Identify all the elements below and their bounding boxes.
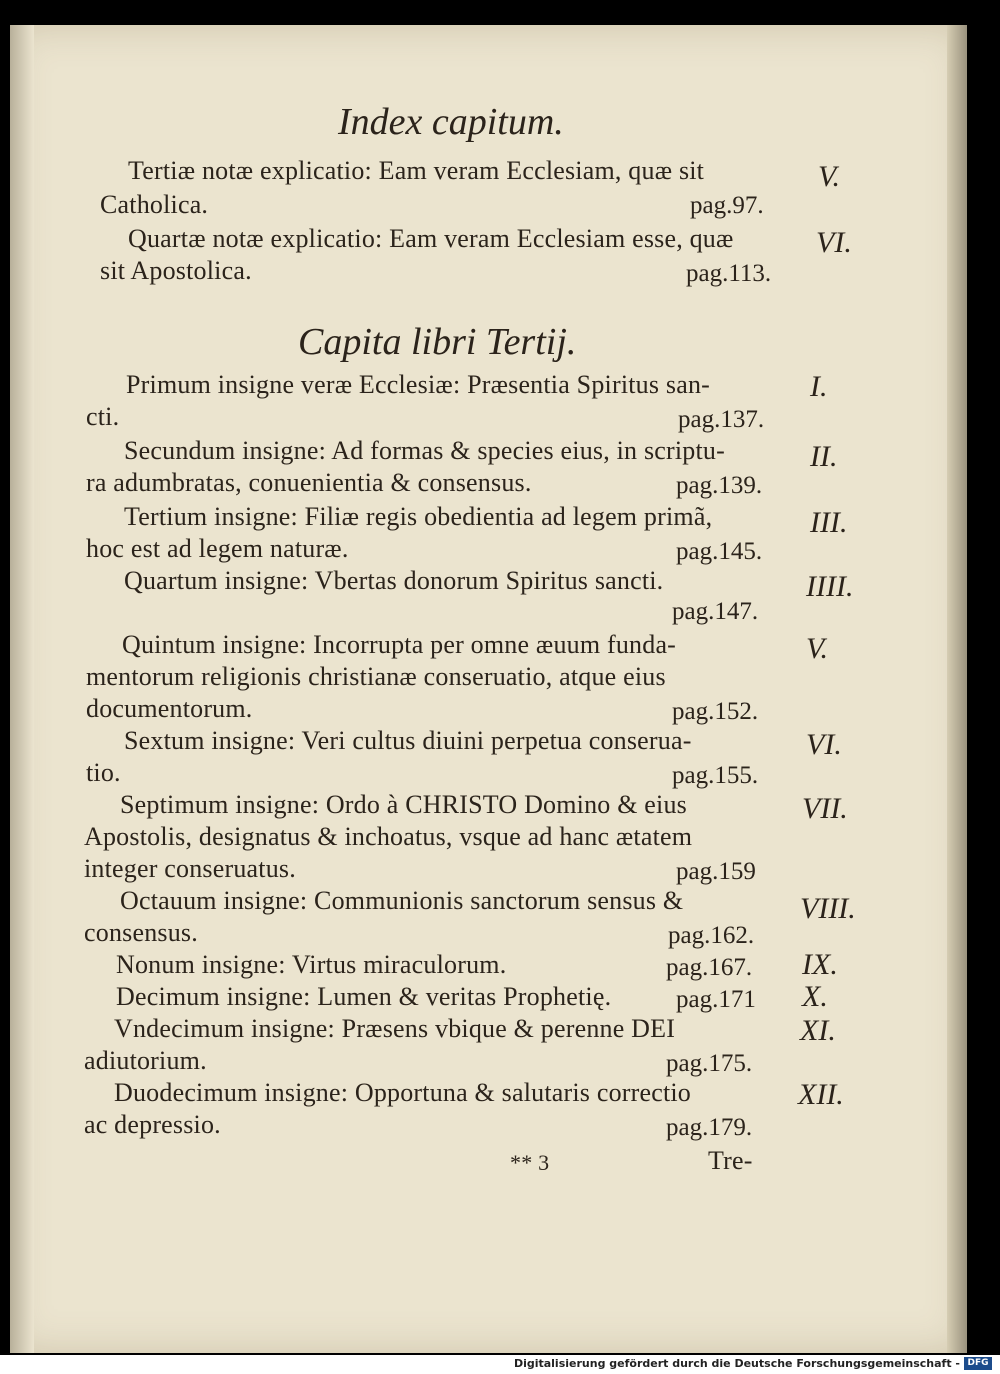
toc-entry-number: V. (818, 160, 840, 193)
toc-entry-line: Primum insigne veræ Ecclesiæ: Præsentia Spiritus san- (126, 370, 710, 399)
page-edge (947, 25, 967, 1353)
toc-entry-page: pag.147. (672, 598, 759, 625)
toc-entry-line: Septimum insigne: Ordo à CHRISTO Domino & eius (120, 790, 687, 819)
dfg-logo: DFG (964, 1357, 992, 1370)
toc-entry-line: tio. (86, 758, 121, 787)
toc-entry-number: IIII. (806, 570, 854, 603)
toc-entry-line: Nonum insigne: Virtus miraculorum. (116, 950, 507, 979)
catchword: Tre- (708, 1146, 753, 1175)
toc-entry-page: pag.167. (666, 954, 753, 981)
toc-entry-line: Tertiæ notæ explicatio: Eam veram Ecclesiam, quæ sit (128, 156, 705, 185)
toc-entry-line: adiutorium. (84, 1046, 207, 1075)
toc-entry-line: Catholica. (100, 190, 209, 219)
toc-entry-line: hoc est ad legem naturæ. (86, 534, 349, 563)
toc-entry-line: Vndecimum insigne: Præsens vbique & perenne DEI (114, 1014, 676, 1043)
toc-entry-page: pag.179. (666, 1114, 753, 1141)
toc-entry-page: pag.171 (676, 986, 756, 1013)
toc-entry-line: Decimum insigne: Lumen & veritas Prophetię. (116, 982, 612, 1011)
section-title: Capita libri Tertij. (298, 321, 577, 363)
toc-entry-page: pag.97. (690, 192, 764, 219)
toc-entry-line: Quartum insigne: Vbertas donorum Spiritus sancti. (124, 566, 664, 595)
toc-entry-line: Quintum insigne: Incorrupta per omne æuum funda- (122, 630, 677, 659)
toc-entry-number: XII. (798, 1078, 844, 1111)
toc-entry-line: integer conseruatus. (84, 854, 296, 883)
page-gutter (10, 25, 34, 1353)
toc-entry-number: IX. (802, 948, 838, 981)
toc-entry-line: Apostolis, designatus & inchoatus, vsque ad hanc ætatem (84, 822, 693, 851)
toc-entry-line: Quartæ notæ explicatio: Eam veram Ecclesiam esse, quæ (128, 224, 734, 253)
toc-entry-line: documentorum. (86, 694, 253, 723)
toc-entry-page: pag.159 (676, 858, 756, 885)
toc-entry-number: II. (810, 440, 838, 473)
toc-entry-number: VI. (816, 226, 852, 259)
toc-entry-line: Tertium insigne: Filiæ regis obedientia ad legem primã, (124, 502, 713, 531)
toc-entry-number: VI. (806, 728, 842, 761)
toc-entry-page: pag.139. (676, 472, 763, 499)
toc-entry-line: Octauum insigne: Communionis sanctorum sensus & (120, 886, 684, 915)
toc-entry-number: V. (806, 632, 828, 665)
toc-entry-page: pag.137. (678, 406, 765, 433)
toc-entry-page: pag.175. (666, 1050, 753, 1077)
toc-entry-line: ac depressio. (84, 1110, 221, 1139)
toc-entry-line: Sextum insigne: Veri cultus diuini perpetua conserua- (124, 726, 692, 755)
toc-entry-number: III. (810, 506, 848, 539)
toc-entry-page: pag.145. (676, 538, 763, 565)
toc-entry-line: cti. (86, 402, 120, 431)
toc-entry-number: XI. (800, 1014, 836, 1047)
toc-entry-number: I. (810, 370, 828, 403)
toc-entry-number: VIII. (800, 892, 856, 925)
signature-mark: ** 3 (510, 1150, 550, 1175)
toc-entry-page: pag.155. (672, 762, 759, 789)
toc-entry-line: Duodecimum insigne: Opportuna & salutaris correctio (114, 1078, 692, 1107)
toc-entry-number: VII. (802, 792, 848, 825)
toc-entry-page: pag.162. (668, 922, 755, 949)
toc-entry-line: consensus. (84, 918, 198, 947)
page-title: Index capitum. (338, 101, 564, 143)
toc-entry-line: Secundum insigne: Ad formas & species eius, in scriptu- (124, 436, 725, 465)
toc-entry-page: pag.152. (672, 698, 759, 725)
toc-entry-line: sit Apostolica. (100, 256, 252, 285)
footer-credit: Digitalisierung gefördert durch die Deutsche Forschungsgemeinschaft - (513, 1357, 960, 1370)
toc-entry-page: pag.113. (686, 260, 772, 287)
toc-entry-number: X. (802, 980, 828, 1013)
toc-entry-line: mentorum religionis christianæ conseruatio, atque eius (86, 662, 666, 691)
toc-entry-line: ra adumbratas, conuenientia & consensus. (86, 468, 532, 497)
